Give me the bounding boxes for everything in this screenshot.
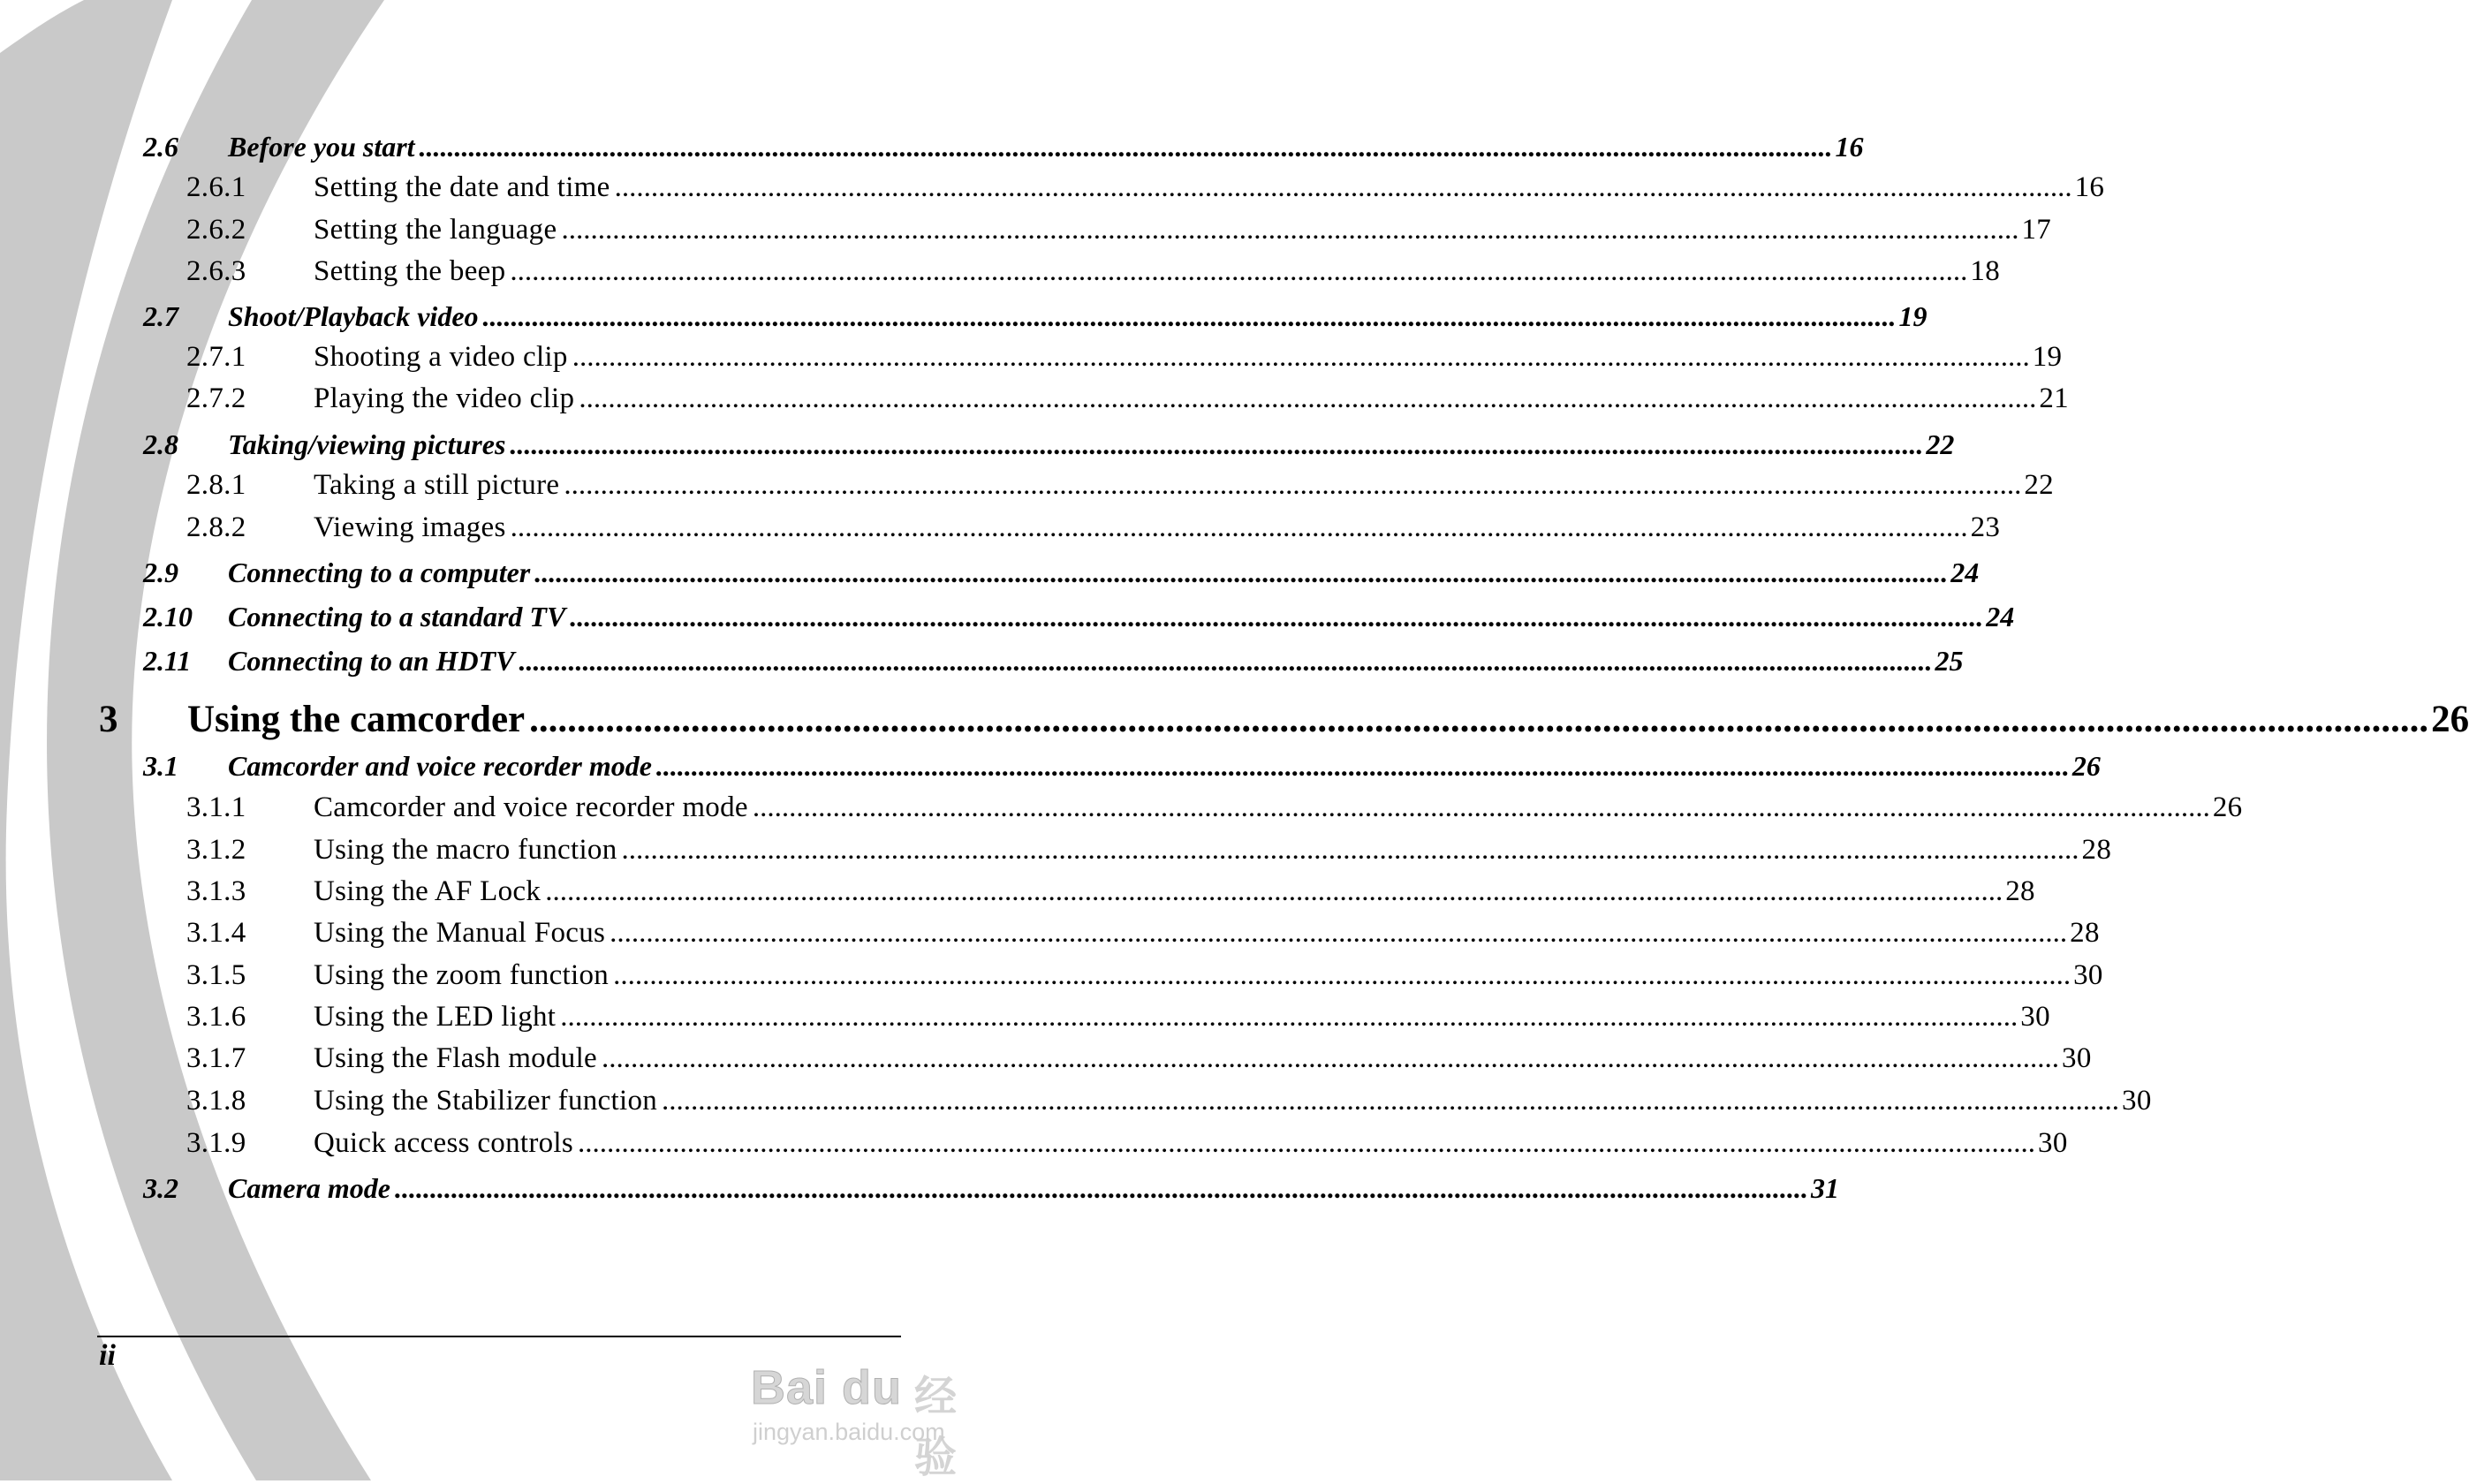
toc-entry[interactable] — [0, 959, 2103, 991]
toc-entry[interactable] — [0, 791, 2243, 823]
toc-entry-title: Using the camcorder — [187, 699, 526, 740]
baidu-watermark — [751, 1360, 998, 1481]
toc-dot-leader: ........................................................................................................................................................................................................ — [572, 341, 2030, 373]
toc-entry[interactable] — [0, 834, 2112, 866]
toc-dot-leader: ........................................................................................................................................................................................................ — [534, 556, 1949, 588]
toc-entry-number: 2.6.3 — [186, 255, 246, 287]
watermark-logo: Bai du — [751, 1361, 903, 1414]
toc-entry[interactable] — [0, 1042, 2092, 1074]
toc-entry-page: 30 — [2020, 1001, 2050, 1033]
toc-entry-number: 3.1.3 — [186, 875, 246, 907]
toc-entry-number: 3.1 — [143, 750, 178, 782]
toc-entry[interactable] — [0, 750, 2101, 782]
toc-entry-number: 3 — [99, 699, 118, 740]
toc-entry[interactable] — [0, 645, 1964, 677]
toc-entry-page: 30 — [2062, 1042, 2092, 1074]
toc-entry-page: 23 — [1970, 511, 2001, 543]
toc-entry-title: Before you start — [228, 131, 415, 163]
toc-entry-number: 3.1.5 — [186, 959, 246, 991]
toc-entry-title: Using the macro function — [314, 834, 617, 866]
toc-entry-title: Connecting to an HDTV — [228, 645, 515, 677]
toc-entry-title: Using the Manual Focus — [314, 917, 606, 949]
toc-dot-leader: ........................................................................................................................................................................................................ — [752, 791, 2210, 823]
toc-entry-page: 19 — [1898, 300, 1927, 332]
page-number: ii — [99, 1339, 116, 1372]
toc-entry-number: 2.7.2 — [186, 382, 246, 414]
toc-entry-page: 24 — [1986, 601, 2015, 632]
toc-entry[interactable] — [0, 382, 2069, 414]
toc-entry-title: Camera mode — [228, 1172, 390, 1204]
toc-entry[interactable] — [0, 1172, 1839, 1204]
toc-entry[interactable] — [0, 428, 1955, 460]
toc-entry-number: 2.6.1 — [186, 171, 246, 203]
toc-dot-leader: ........................................................................................................................................................................................................ — [560, 1001, 2018, 1033]
toc-dot-leader: ........................................................................................................................................................................................................ — [610, 917, 2068, 949]
toc-entry-title: Viewing images — [314, 511, 506, 543]
toc-entry-title: Taking/viewing pictures — [228, 428, 506, 460]
watermark-chinese: 经验 — [914, 1374, 958, 1481]
toc-entry-number: 2.7 — [143, 300, 178, 332]
toc-entry-page: 22 — [1926, 428, 1955, 460]
toc-dot-leader: ........................................................................................................................................................................................................ — [662, 1085, 2120, 1117]
toc-entry-number: 2.6.2 — [186, 214, 246, 246]
toc-entry-title: Setting the beep — [314, 255, 506, 287]
toc-entry-page: 28 — [2005, 875, 2035, 907]
toc-dot-leader: ........................................................................................................................................................................................................ — [529, 699, 2429, 740]
toc-entry[interactable] — [0, 214, 2052, 246]
toc-dot-leader: ........................................................................................................................................................................................................ — [510, 428, 1924, 460]
toc-entry-page: 18 — [1970, 255, 2001, 287]
toc-entry-title: Using the Stabilizer function — [314, 1085, 658, 1117]
toc-entry[interactable] — [0, 511, 2001, 543]
toc-dot-leader: ........................................................................................................................................................................................................ — [602, 1042, 2060, 1074]
toc-entry-page: 17 — [2021, 214, 2052, 246]
toc-entry-page: 28 — [2081, 834, 2112, 866]
toc-entry-page: 21 — [2039, 382, 2069, 414]
toc-entry-page: 30 — [2122, 1085, 2152, 1117]
toc-entry-page: 16 — [2074, 171, 2105, 203]
toc-dot-leader: ........................................................................................................................................................................................................ — [510, 511, 1968, 543]
toc-entry-page: 26 — [2212, 791, 2243, 823]
toc-entry-page: 26 — [2071, 750, 2101, 782]
toc-entry[interactable] — [0, 171, 2105, 203]
toc-entry-page: 26 — [2431, 699, 2469, 740]
toc-dot-leader: ........................................................................................................................................................................................................ — [579, 382, 2037, 414]
toc-dot-leader: ........................................................................................................................................................................................................ — [510, 255, 1968, 287]
toc-entry-title: Using the AF Lock — [314, 875, 542, 907]
toc-dot-leader: ........................................................................................................................................................................................................ — [578, 1127, 2036, 1159]
toc-entry-title: Playing the video clip — [314, 382, 575, 414]
toc-entry-page: 30 — [2073, 959, 2103, 991]
toc-entry-number: 2.8 — [143, 428, 178, 460]
toc-entry-title: Setting the language — [314, 214, 557, 246]
toc-entry[interactable] — [0, 341, 2063, 373]
toc-entry-title: Connecting to a computer — [228, 556, 531, 588]
toc-entry-number: 3.1.2 — [186, 834, 246, 866]
toc-entry[interactable] — [0, 255, 2001, 287]
toc-entry[interactable] — [0, 1085, 2152, 1117]
toc-entry[interactable] — [0, 131, 1864, 163]
toc-entry[interactable] — [0, 300, 1927, 332]
toc-entry-page: 25 — [1935, 645, 1964, 677]
toc-entry[interactable] — [0, 917, 2100, 949]
toc-entry[interactable] — [0, 469, 2054, 501]
toc-entry-page: 24 — [1950, 556, 1980, 588]
toc-entry-number: 3.1.4 — [186, 917, 246, 949]
toc-entry[interactable] — [0, 875, 2035, 907]
toc-entry-number: 3.1.6 — [186, 1001, 246, 1033]
toc-entry-page: 16 — [1835, 131, 1864, 163]
toc-entry-page: 30 — [2038, 1127, 2068, 1159]
toc-dot-leader: ........................................................................................................................................................................................................ — [564, 469, 2022, 501]
toc-entry-number: 2.9 — [143, 556, 178, 588]
toc-entry-number: 2.6 — [143, 131, 178, 163]
toc-entry-number: 3.1.7 — [186, 1042, 246, 1074]
toc-dot-leader: ........................................................................................................................................................................................................ — [545, 875, 2003, 907]
toc-dot-leader: ........................................................................................................................................................................................................ — [655, 750, 2070, 782]
footer-rule — [97, 1336, 901, 1337]
toc-entry-number: 3.1.8 — [186, 1085, 246, 1117]
toc-entry-title: Taking a still picture — [314, 469, 560, 501]
toc-entry-number: 3.2 — [143, 1172, 178, 1204]
toc-dot-leader: ........................................................................................................................................................................................................ — [614, 171, 2072, 203]
toc-dot-leader: ........................................................................................................................................................................................................ — [519, 645, 1933, 677]
toc-entry-number: 2.11 — [143, 645, 192, 677]
toc-dot-leader: ........................................................................................................................................................................................................ — [570, 601, 1984, 632]
toc-dot-leader: ........................................................................................................................................................................................................ — [621, 834, 2079, 866]
toc-entry-page: 22 — [2024, 469, 2054, 501]
toc-dot-leader: ........................................................................................................................................................................................................ — [482, 300, 1897, 332]
toc-dot-leader: ........................................................................................................................................................................................................ — [394, 1172, 1808, 1204]
toc-entry[interactable] — [0, 556, 1980, 588]
toc-entry-title: Setting the date and time — [314, 171, 610, 203]
watermark-url: jingyan.baidu.com — [753, 1419, 945, 1445]
toc-entry-page: 28 — [2070, 917, 2100, 949]
toc-entry-title: Shooting a video clip — [314, 341, 568, 373]
toc-entry-page: 31 — [1810, 1172, 1839, 1204]
toc-dot-leader: ........................................................................................................................................................................................................ — [613, 959, 2071, 991]
toc-entry[interactable] — [0, 601, 2015, 632]
toc-entry-number: 2.7.1 — [186, 341, 246, 373]
toc-entry-number: 3.1.9 — [186, 1127, 246, 1159]
toc-entry-title: Quick access controls — [314, 1127, 574, 1159]
toc-entry[interactable] — [0, 1127, 2068, 1159]
toc-dot-leader: ........................................................................................................................................................................................................ — [561, 214, 2019, 246]
toc-entry[interactable] — [0, 699, 2469, 740]
toc-entry-title: Camcorder and voice recorder mode — [314, 791, 748, 823]
toc-entry-title: Using the Flash module — [314, 1042, 598, 1074]
toc-entry-number: 2.10 — [143, 601, 193, 632]
toc-entry-title: Connecting to a standard TV — [228, 601, 566, 632]
toc-entry-title: Camcorder and voice recorder mode — [228, 750, 652, 782]
toc-entry-title: Using the LED light — [314, 1001, 557, 1033]
toc-entry-number: 2.8.1 — [186, 469, 246, 501]
toc-entry[interactable] — [0, 1001, 2050, 1033]
toc-entry-number: 3.1.1 — [186, 791, 246, 823]
toc-entry-title: Shoot/Playback video — [228, 300, 479, 332]
toc-entry-title: Using the zoom function — [314, 959, 610, 991]
toc-dot-leader: ........................................................................................................................................................................................................ — [419, 131, 1833, 163]
toc-entry-page: 19 — [2032, 341, 2063, 373]
toc-entry-number: 2.8.2 — [186, 511, 246, 543]
